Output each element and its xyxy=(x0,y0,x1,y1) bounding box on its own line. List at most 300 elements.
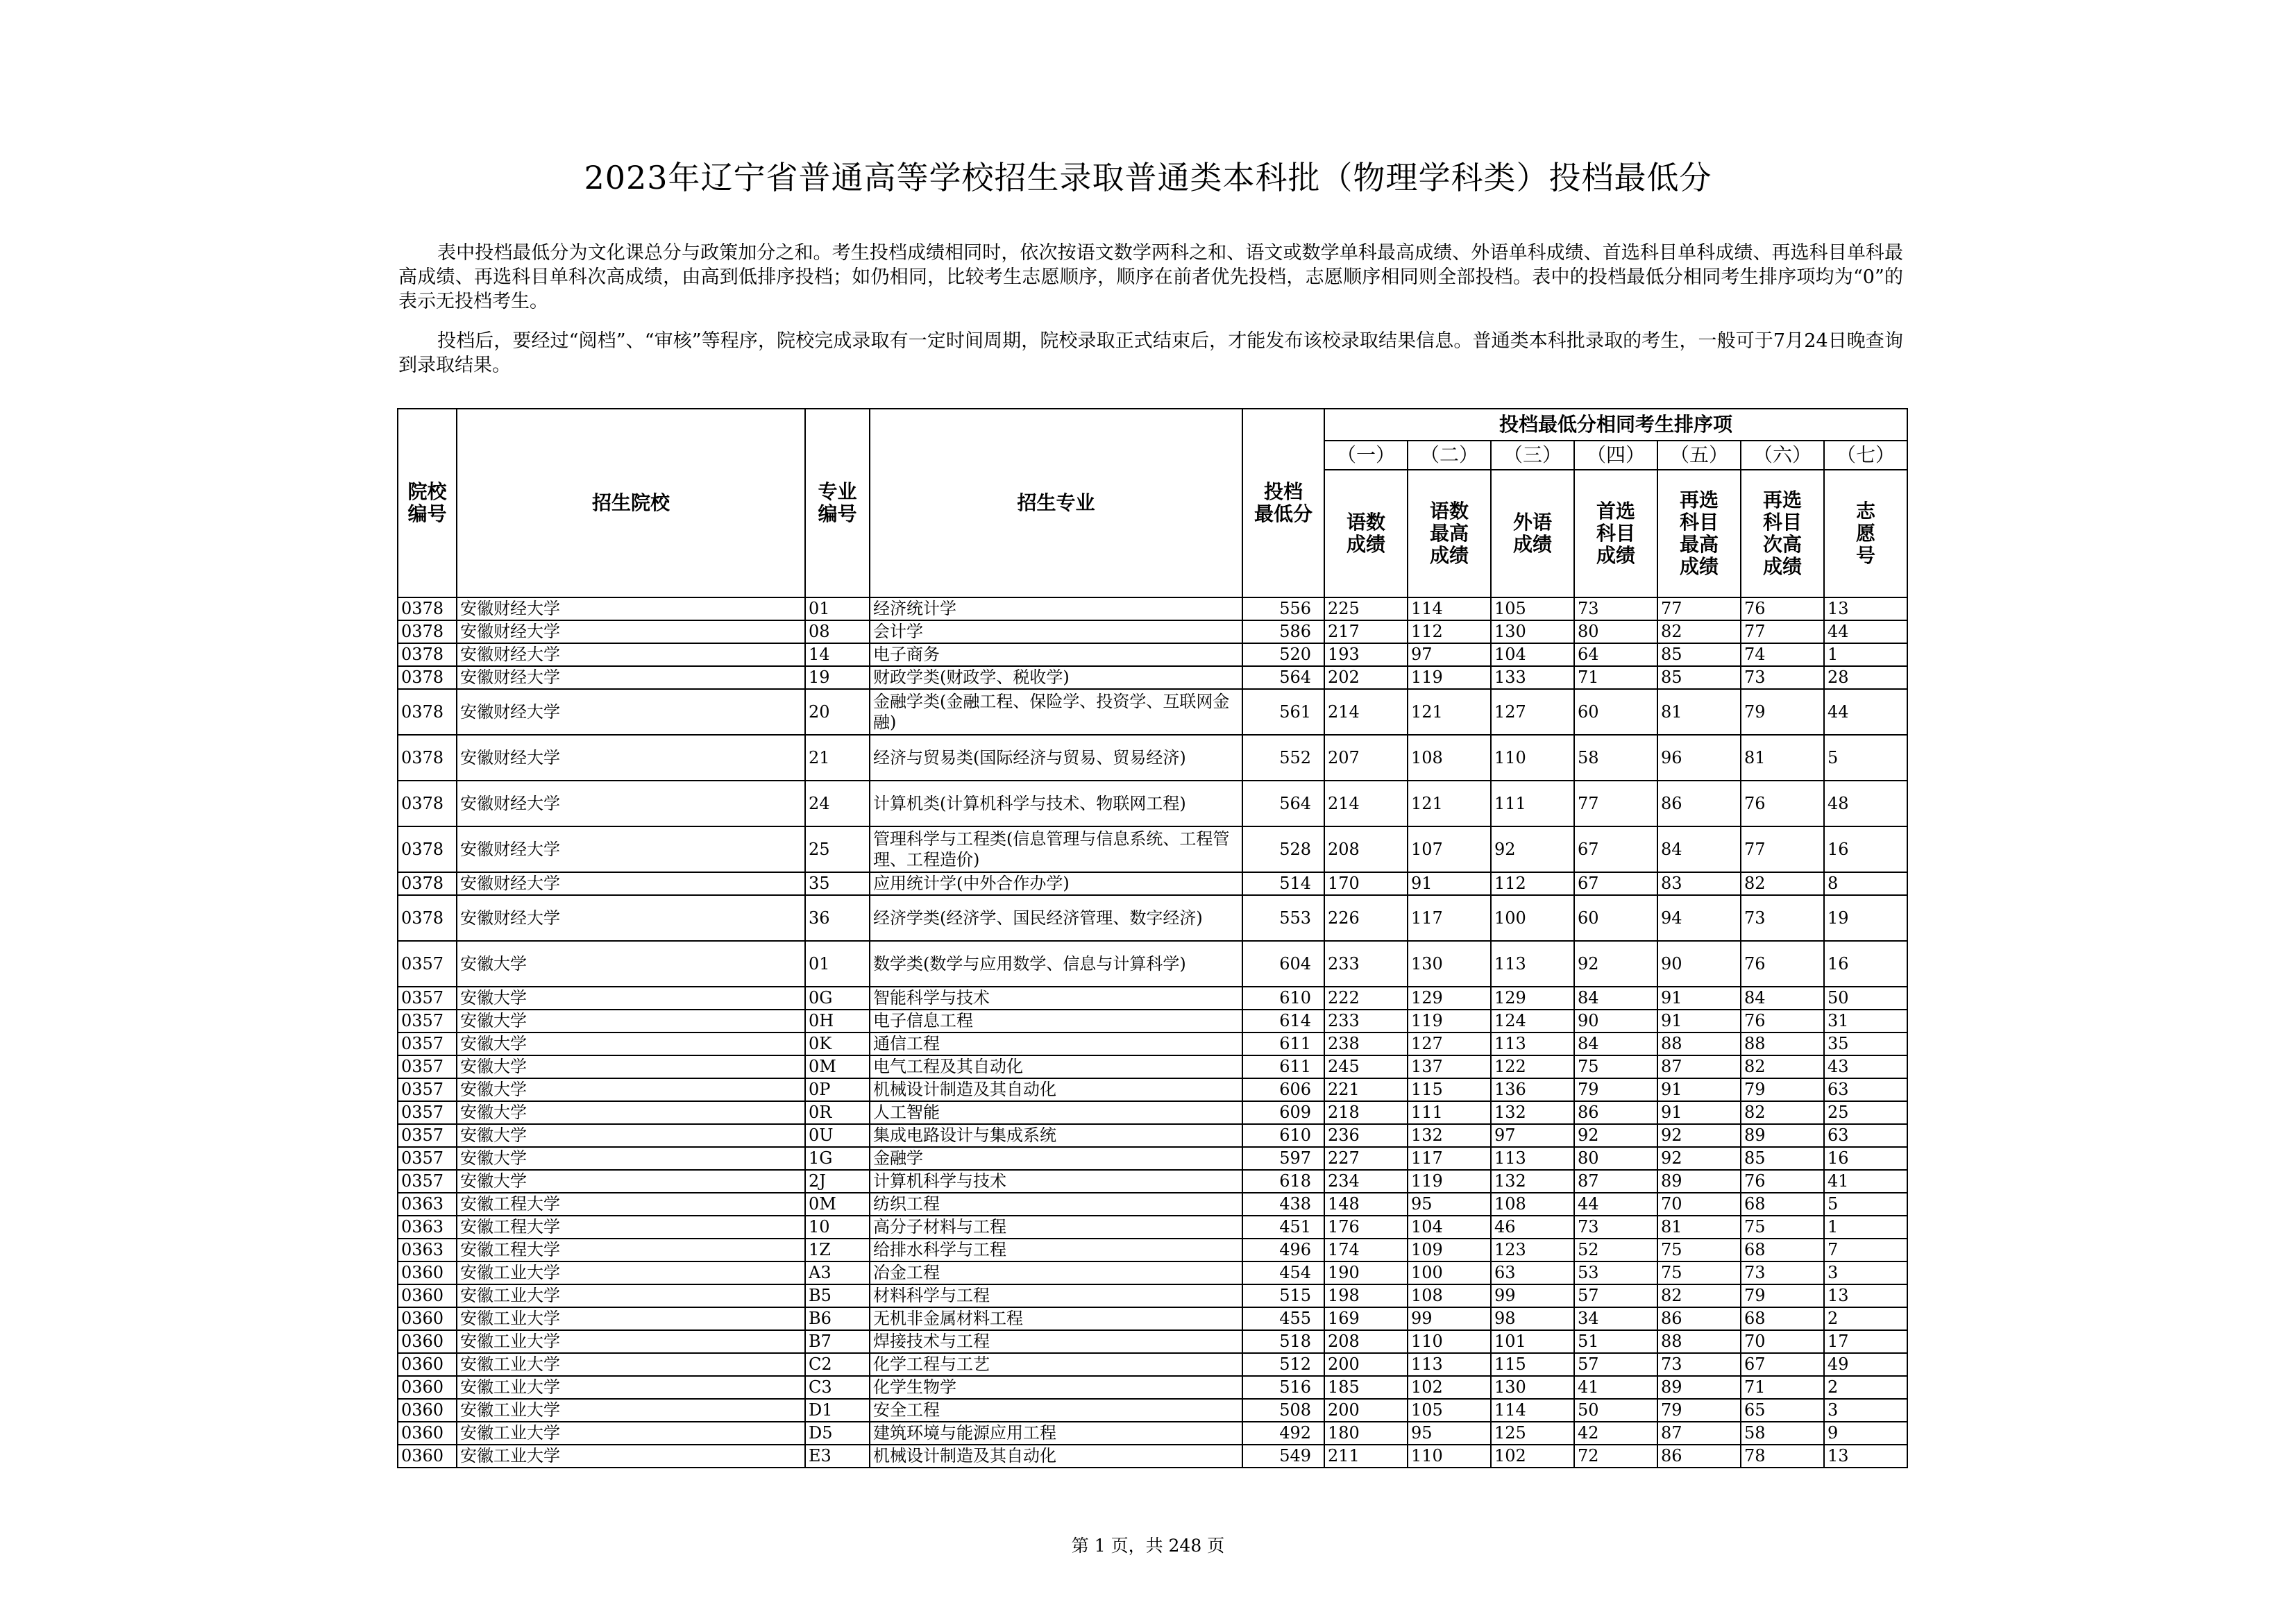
major-name-cell: 建筑环境与能源应用工程 xyxy=(870,1422,1242,1445)
school-name-cell: 安徽工业大学 xyxy=(457,1399,805,1422)
table-row xyxy=(398,735,1907,781)
sort-item-cell: 207 xyxy=(1324,735,1408,781)
sort-item-cell: 80 xyxy=(1574,620,1657,643)
sort-item-cell: 68 xyxy=(1741,1239,1824,1261)
sort-item-cell: 129 xyxy=(1408,987,1491,1010)
sort-item-cell: 90 xyxy=(1657,941,1741,987)
sort-item-cell: 176 xyxy=(1324,1216,1408,1239)
table-row xyxy=(398,941,1907,987)
sort-item-cell: 86 xyxy=(1657,1307,1741,1330)
table-row xyxy=(398,597,1907,620)
sort-item-cell: 218 xyxy=(1324,1101,1408,1124)
sort-item-cell: 114 xyxy=(1408,597,1491,620)
major-code-cell: D5 xyxy=(805,1422,870,1445)
sort-item-cell: 119 xyxy=(1408,1010,1491,1033)
sort-item-cell: 41 xyxy=(1824,1170,1907,1193)
school-code-cell: 0363 xyxy=(398,1216,457,1239)
major-code-cell: E3 xyxy=(805,1445,870,1468)
sort-item-cell: 78 xyxy=(1741,1445,1824,1468)
sort-item-cell: 79 xyxy=(1741,1078,1824,1101)
major-name-cell: 经济学类(经济学、国民经济管理、数字经济) xyxy=(870,895,1242,941)
sort-item-cell: 80 xyxy=(1574,1147,1657,1170)
min-score-cell: 492 xyxy=(1242,1422,1324,1445)
sort-item-cell: 225 xyxy=(1324,597,1408,620)
school-code-cell: 0378 xyxy=(398,895,457,941)
school-name-cell: 安徽工业大学 xyxy=(457,1261,805,1284)
school-code-cell: 0363 xyxy=(398,1193,457,1216)
sort-item-cell: 7 xyxy=(1824,1239,1907,1261)
school-name-cell: 安徽财经大学 xyxy=(457,689,805,735)
sort-item-cell: 113 xyxy=(1491,1147,1574,1170)
school-name-cell: 安徽工业大学 xyxy=(457,1307,805,1330)
sort-item-cell: 51 xyxy=(1574,1330,1657,1353)
min-score-cell: 455 xyxy=(1242,1307,1324,1330)
sort-item-cell: 63 xyxy=(1824,1124,1907,1147)
sort-item-cell: 60 xyxy=(1574,895,1657,941)
sort-item-cell: 72 xyxy=(1574,1445,1657,1468)
sort-item-cell: 76 xyxy=(1741,781,1824,826)
major-name-cell: 集成电路设计与集成系统 xyxy=(870,1124,1242,1147)
school-code-cell: 0360 xyxy=(398,1307,457,1330)
sort-item-cell: 121 xyxy=(1408,781,1491,826)
sort-item-cell: 111 xyxy=(1491,781,1574,826)
school-name-cell: 安徽财经大学 xyxy=(457,620,805,643)
sort-item-cell: 68 xyxy=(1741,1193,1824,1216)
sort-item-cell: 70 xyxy=(1741,1330,1824,1353)
sort-item-cell: 73 xyxy=(1741,1261,1824,1284)
sort-item-cell: 63 xyxy=(1491,1261,1574,1284)
sort-item-cell: 202 xyxy=(1324,666,1408,689)
sort-item-cell: 92 xyxy=(1574,1124,1657,1147)
table-row xyxy=(398,1284,1907,1307)
min-score-cell: 614 xyxy=(1242,1010,1324,1033)
sort-item-cell: 108 xyxy=(1408,735,1491,781)
sort-item-cell: 53 xyxy=(1574,1261,1657,1284)
sort-item-cell: 91 xyxy=(1657,1078,1741,1101)
header-sub: 再选 科目 最高 成绩 xyxy=(1657,470,1741,597)
major-name-cell: 高分子材料与工程 xyxy=(870,1216,1242,1239)
table-row xyxy=(398,666,1907,689)
sort-item-cell: 13 xyxy=(1824,1445,1907,1468)
sort-item-cell: 227 xyxy=(1324,1147,1408,1170)
sort-item-cell: 67 xyxy=(1574,872,1657,895)
sort-item-cell: 108 xyxy=(1408,1284,1491,1307)
sort-item-cell: 75 xyxy=(1657,1239,1741,1261)
sort-item-cell: 50 xyxy=(1574,1399,1657,1422)
table-row xyxy=(398,1445,1907,1468)
sort-item-cell: 193 xyxy=(1324,643,1408,666)
sort-item-cell: 48 xyxy=(1824,781,1907,826)
school-code-cell: 0360 xyxy=(398,1330,457,1353)
major-name-cell: 数学类(数学与应用数学、信息与计算科学) xyxy=(870,941,1242,987)
sort-item-cell: 127 xyxy=(1491,689,1574,735)
sort-item-cell: 16 xyxy=(1824,1147,1907,1170)
major-name-cell: 电子商务 xyxy=(870,643,1242,666)
major-name-cell: 智能科学与技术 xyxy=(870,987,1242,1010)
major-code-cell: 24 xyxy=(805,781,870,826)
major-code-cell: 21 xyxy=(805,735,870,781)
header-order: （六） xyxy=(1741,441,1824,470)
min-score-cell: 561 xyxy=(1242,689,1324,735)
sort-item-cell: 79 xyxy=(1574,1078,1657,1101)
min-score-cell: 609 xyxy=(1242,1101,1324,1124)
min-score-cell: 618 xyxy=(1242,1170,1324,1193)
sort-item-cell: 58 xyxy=(1574,735,1657,781)
header-school-name: 招生院校 xyxy=(457,409,805,597)
school-code-cell: 0357 xyxy=(398,941,457,987)
sort-item-cell: 44 xyxy=(1824,620,1907,643)
major-code-cell: B7 xyxy=(805,1330,870,1353)
sort-item-cell: 94 xyxy=(1657,895,1741,941)
sort-item-cell: 44 xyxy=(1824,689,1907,735)
sort-item-cell: 119 xyxy=(1408,1170,1491,1193)
sort-item-cell: 111 xyxy=(1408,1101,1491,1124)
major-name-cell: 焊接技术与工程 xyxy=(870,1330,1242,1353)
sort-item-cell: 46 xyxy=(1491,1216,1574,1239)
table-row xyxy=(398,895,1907,941)
sort-item-cell: 99 xyxy=(1408,1307,1491,1330)
sort-item-cell: 16 xyxy=(1824,941,1907,987)
table-row xyxy=(398,1216,1907,1239)
major-name-cell: 给排水科学与工程 xyxy=(870,1239,1242,1261)
header-sub: 外语 成绩 xyxy=(1491,470,1574,597)
min-score-cell: 597 xyxy=(1242,1147,1324,1170)
sort-item-cell: 13 xyxy=(1824,1284,1907,1307)
sort-item-cell: 114 xyxy=(1491,1399,1574,1422)
school-code-cell: 0360 xyxy=(398,1261,457,1284)
major-name-cell: 机械设计制造及其自动化 xyxy=(870,1445,1242,1468)
table-row xyxy=(398,1147,1907,1170)
school-name-cell: 安徽财经大学 xyxy=(457,643,805,666)
school-name-cell: 安徽大学 xyxy=(457,1078,805,1101)
major-name-cell: 财政学类(财政学、税收学) xyxy=(870,666,1242,689)
sort-item-cell: 112 xyxy=(1408,620,1491,643)
sort-item-cell: 92 xyxy=(1657,1147,1741,1170)
sort-item-cell: 132 xyxy=(1491,1170,1574,1193)
sort-item-cell: 130 xyxy=(1491,620,1574,643)
header-order: （七） xyxy=(1824,441,1907,470)
sort-item-cell: 112 xyxy=(1491,872,1574,895)
sort-item-cell: 88 xyxy=(1657,1330,1741,1353)
sort-item-cell: 102 xyxy=(1491,1445,1574,1468)
school-name-cell: 安徽工业大学 xyxy=(457,1353,805,1376)
min-score-cell: 514 xyxy=(1242,872,1324,895)
major-code-cell: 35 xyxy=(805,872,870,895)
major-code-cell: B5 xyxy=(805,1284,870,1307)
sort-item-cell: 89 xyxy=(1657,1376,1741,1399)
min-score-cell: 438 xyxy=(1242,1193,1324,1216)
header-min-score: 投档 最低分 xyxy=(1242,409,1324,597)
school-name-cell: 安徽财经大学 xyxy=(457,735,805,781)
school-name-cell: 安徽财经大学 xyxy=(457,826,805,872)
min-score-cell: 564 xyxy=(1242,781,1324,826)
sort-item-cell: 82 xyxy=(1657,620,1741,643)
school-name-cell: 安徽大学 xyxy=(457,1033,805,1055)
school-name-cell: 安徽财经大学 xyxy=(457,597,805,620)
sort-item-cell: 50 xyxy=(1824,987,1907,1010)
sort-item-cell: 44 xyxy=(1574,1193,1657,1216)
header-major-name: 招生专业 xyxy=(870,409,1242,597)
min-score-cell: 454 xyxy=(1242,1261,1324,1284)
major-code-cell: 25 xyxy=(805,826,870,872)
min-score-cell: 496 xyxy=(1242,1239,1324,1261)
sort-item-cell: 100 xyxy=(1491,895,1574,941)
sort-item-cell: 92 xyxy=(1491,826,1574,872)
school-code-cell: 0360 xyxy=(398,1353,457,1376)
sort-item-cell: 127 xyxy=(1408,1033,1491,1055)
min-score-cell: 528 xyxy=(1242,826,1324,872)
sort-item-cell: 58 xyxy=(1741,1422,1824,1445)
page-footer: 第 1 页，共 248 页 xyxy=(1071,1536,1225,1556)
school-code-cell: 0378 xyxy=(398,643,457,666)
sort-item-cell: 85 xyxy=(1657,643,1741,666)
sort-item-cell: 208 xyxy=(1324,1330,1408,1353)
major-code-cell: 0G xyxy=(805,987,870,1010)
table-row xyxy=(398,1330,1907,1353)
school-name-cell: 安徽大学 xyxy=(457,1010,805,1033)
min-score-cell: 520 xyxy=(1242,643,1324,666)
table-row xyxy=(398,1193,1907,1216)
sort-item-cell: 34 xyxy=(1574,1307,1657,1330)
sort-item-cell: 52 xyxy=(1574,1239,1657,1261)
school-code-cell: 0357 xyxy=(398,1170,457,1193)
major-code-cell: A3 xyxy=(805,1261,870,1284)
sort-item-cell: 95 xyxy=(1408,1193,1491,1216)
major-code-cell: 01 xyxy=(805,941,870,987)
min-score-cell: 515 xyxy=(1242,1284,1324,1307)
school-code-cell: 0378 xyxy=(398,620,457,643)
sort-item-cell: 101 xyxy=(1491,1330,1574,1353)
school-name-cell: 安徽财经大学 xyxy=(457,666,805,689)
sort-item-cell: 136 xyxy=(1491,1078,1574,1101)
sort-item-cell: 82 xyxy=(1657,1284,1741,1307)
school-name-cell: 安徽大学 xyxy=(457,1055,805,1078)
min-score-cell: 556 xyxy=(1242,597,1324,620)
table-row xyxy=(398,1055,1907,1078)
sort-item-cell: 90 xyxy=(1574,1010,1657,1033)
sort-item-cell: 110 xyxy=(1408,1445,1491,1468)
sort-item-cell: 121 xyxy=(1408,689,1491,735)
sort-item-cell: 238 xyxy=(1324,1033,1408,1055)
min-score-cell: 611 xyxy=(1242,1055,1324,1078)
sort-item-cell: 130 xyxy=(1408,941,1491,987)
sort-item-cell: 57 xyxy=(1574,1353,1657,1376)
school-name-cell: 安徽工业大学 xyxy=(457,1376,805,1399)
school-code-cell: 0378 xyxy=(398,872,457,895)
sort-item-cell: 104 xyxy=(1408,1216,1491,1239)
table-row xyxy=(398,1170,1907,1193)
table-row xyxy=(398,1033,1907,1055)
table-row xyxy=(398,1353,1907,1376)
school-code-cell: 0357 xyxy=(398,1101,457,1124)
sort-item-cell: 74 xyxy=(1741,643,1824,666)
school-name-cell: 安徽财经大学 xyxy=(457,781,805,826)
major-code-cell: 0M xyxy=(805,1193,870,1216)
sort-item-cell: 76 xyxy=(1741,597,1824,620)
sort-item-cell: 208 xyxy=(1324,826,1408,872)
sort-item-cell: 119 xyxy=(1408,666,1491,689)
sort-item-cell: 234 xyxy=(1324,1170,1408,1193)
sort-item-cell: 49 xyxy=(1824,1353,1907,1376)
sort-item-cell: 115 xyxy=(1408,1078,1491,1101)
sort-item-cell: 85 xyxy=(1741,1147,1824,1170)
sort-item-cell: 86 xyxy=(1657,1445,1741,1468)
sort-item-cell: 41 xyxy=(1574,1376,1657,1399)
sort-item-cell: 77 xyxy=(1741,620,1824,643)
sort-item-cell: 77 xyxy=(1657,597,1741,620)
sort-item-cell: 89 xyxy=(1741,1124,1824,1147)
sort-item-cell: 73 xyxy=(1741,895,1824,941)
sort-item-cell: 81 xyxy=(1657,1216,1741,1239)
table-row xyxy=(398,987,1907,1010)
sort-item-cell: 91 xyxy=(1657,987,1741,1010)
major-code-cell: 0M xyxy=(805,1055,870,1078)
sort-item-cell: 98 xyxy=(1491,1307,1574,1330)
sort-item-cell: 76 xyxy=(1741,1170,1824,1193)
major-name-cell: 无机非金属材料工程 xyxy=(870,1307,1242,1330)
sort-item-cell: 73 xyxy=(1741,666,1824,689)
header-sub: 志 愿 号 xyxy=(1824,470,1907,597)
sort-item-cell: 104 xyxy=(1491,643,1574,666)
sort-item-cell: 77 xyxy=(1574,781,1657,826)
major-code-cell: 1Z xyxy=(805,1239,870,1261)
major-code-cell: C2 xyxy=(805,1353,870,1376)
sort-item-cell: 70 xyxy=(1657,1193,1741,1216)
major-code-cell: 0R xyxy=(805,1101,870,1124)
min-score-cell: 610 xyxy=(1242,987,1324,1010)
sort-item-cell: 95 xyxy=(1408,1422,1491,1445)
sort-item-cell: 180 xyxy=(1324,1422,1408,1445)
school-name-cell: 安徽大学 xyxy=(457,1147,805,1170)
school-name-cell: 安徽财经大学 xyxy=(457,872,805,895)
sort-item-cell: 222 xyxy=(1324,987,1408,1010)
school-code-cell: 0357 xyxy=(398,1055,457,1078)
major-name-cell: 经济统计学 xyxy=(870,597,1242,620)
major-name-cell: 电气工程及其自动化 xyxy=(870,1055,1242,1078)
sort-item-cell: 73 xyxy=(1574,1216,1657,1239)
school-name-cell: 安徽大学 xyxy=(457,1124,805,1147)
table-row xyxy=(398,1010,1907,1033)
major-name-cell: 金融学 xyxy=(870,1147,1242,1170)
sort-item-cell: 82 xyxy=(1741,1101,1824,1124)
header-sub: 首选 科目 成绩 xyxy=(1574,470,1657,597)
school-code-cell: 0357 xyxy=(398,1124,457,1147)
major-code-cell: 0K xyxy=(805,1033,870,1055)
sort-item-cell: 198 xyxy=(1324,1284,1408,1307)
sort-item-cell: 109 xyxy=(1408,1239,1491,1261)
sort-item-cell: 73 xyxy=(1657,1353,1741,1376)
sort-item-cell: 169 xyxy=(1324,1307,1408,1330)
table-row xyxy=(398,1307,1907,1330)
school-code-cell: 0378 xyxy=(398,597,457,620)
sort-item-cell: 75 xyxy=(1657,1261,1741,1284)
min-score-cell: 604 xyxy=(1242,941,1324,987)
sort-item-cell: 2 xyxy=(1824,1376,1907,1399)
sort-item-cell: 200 xyxy=(1324,1399,1408,1422)
sort-item-cell: 113 xyxy=(1491,1033,1574,1055)
school-code-cell: 0360 xyxy=(398,1284,457,1307)
major-code-cell: 2J xyxy=(805,1170,870,1193)
major-name-cell: 化学生物学 xyxy=(870,1376,1242,1399)
header-major-code: 专业 编号 xyxy=(805,409,870,597)
sort-item-cell: 25 xyxy=(1824,1101,1907,1124)
min-score-cell: 611 xyxy=(1242,1033,1324,1055)
sort-item-cell: 105 xyxy=(1491,597,1574,620)
sort-item-cell: 148 xyxy=(1324,1193,1408,1216)
school-code-cell: 0378 xyxy=(398,666,457,689)
major-name-cell: 会计学 xyxy=(870,620,1242,643)
school-name-cell: 安徽工业大学 xyxy=(457,1330,805,1353)
sort-item-cell: 75 xyxy=(1741,1216,1824,1239)
major-name-cell: 材料科学与工程 xyxy=(870,1284,1242,1307)
table-row xyxy=(398,620,1907,643)
header-sub: 再选 科目 次高 成绩 xyxy=(1741,470,1824,597)
school-code-cell: 0378 xyxy=(398,689,457,735)
sort-item-cell: 89 xyxy=(1657,1170,1741,1193)
major-code-cell: 0H xyxy=(805,1010,870,1033)
sort-item-cell: 8 xyxy=(1824,872,1907,895)
sort-item-cell: 91 xyxy=(1657,1010,1741,1033)
table-row xyxy=(398,1376,1907,1399)
table-row xyxy=(398,1101,1907,1124)
major-name-cell: 管理科学与工程类(信息管理与信息系统、工程管理、工程造价) xyxy=(870,826,1242,872)
sort-item-cell: 87 xyxy=(1574,1170,1657,1193)
sort-item-cell: 76 xyxy=(1741,941,1824,987)
sort-item-cell: 81 xyxy=(1657,689,1741,735)
sort-item-cell: 76 xyxy=(1741,1010,1824,1033)
sort-item-cell: 137 xyxy=(1408,1055,1491,1078)
school-name-cell: 安徽大学 xyxy=(457,941,805,987)
major-code-cell: B6 xyxy=(805,1307,870,1330)
sort-item-cell: 107 xyxy=(1408,826,1491,872)
sort-item-cell: 3 xyxy=(1824,1261,1907,1284)
table-row xyxy=(398,1422,1907,1445)
sort-item-cell: 84 xyxy=(1574,1033,1657,1055)
min-score-cell: 552 xyxy=(1242,735,1324,781)
school-code-cell: 0357 xyxy=(398,987,457,1010)
sort-item-cell: 125 xyxy=(1491,1422,1574,1445)
sort-item-cell: 221 xyxy=(1324,1078,1408,1101)
sort-item-cell: 60 xyxy=(1574,689,1657,735)
school-name-cell: 安徽工业大学 xyxy=(457,1284,805,1307)
sort-item-cell: 57 xyxy=(1574,1284,1657,1307)
sort-item-cell: 85 xyxy=(1657,666,1741,689)
school-name-cell: 安徽工业大学 xyxy=(457,1445,805,1468)
sort-item-cell: 64 xyxy=(1574,643,1657,666)
major-code-cell: 36 xyxy=(805,895,870,941)
school-code-cell: 0357 xyxy=(398,1078,457,1101)
sort-item-cell: 9 xyxy=(1824,1422,1907,1445)
score-table xyxy=(397,408,1908,1468)
major-name-cell: 纺织工程 xyxy=(870,1193,1242,1216)
table-row xyxy=(398,1399,1907,1422)
sort-item-cell: 88 xyxy=(1657,1033,1741,1055)
sort-item-cell: 96 xyxy=(1657,735,1741,781)
sort-item-cell: 82 xyxy=(1741,1055,1824,1078)
header-order: （三） xyxy=(1491,441,1574,470)
sort-item-cell: 124 xyxy=(1491,1010,1574,1033)
sort-item-cell: 110 xyxy=(1408,1330,1491,1353)
school-code-cell: 0360 xyxy=(398,1422,457,1445)
sort-item-cell: 100 xyxy=(1408,1261,1491,1284)
sort-item-cell: 43 xyxy=(1824,1055,1907,1078)
sort-item-cell: 79 xyxy=(1741,689,1824,735)
sort-item-cell: 214 xyxy=(1324,781,1408,826)
school-code-cell: 0360 xyxy=(398,1399,457,1422)
sort-item-cell: 2 xyxy=(1824,1307,1907,1330)
major-code-cell: 08 xyxy=(805,620,870,643)
sort-item-cell: 217 xyxy=(1324,620,1408,643)
